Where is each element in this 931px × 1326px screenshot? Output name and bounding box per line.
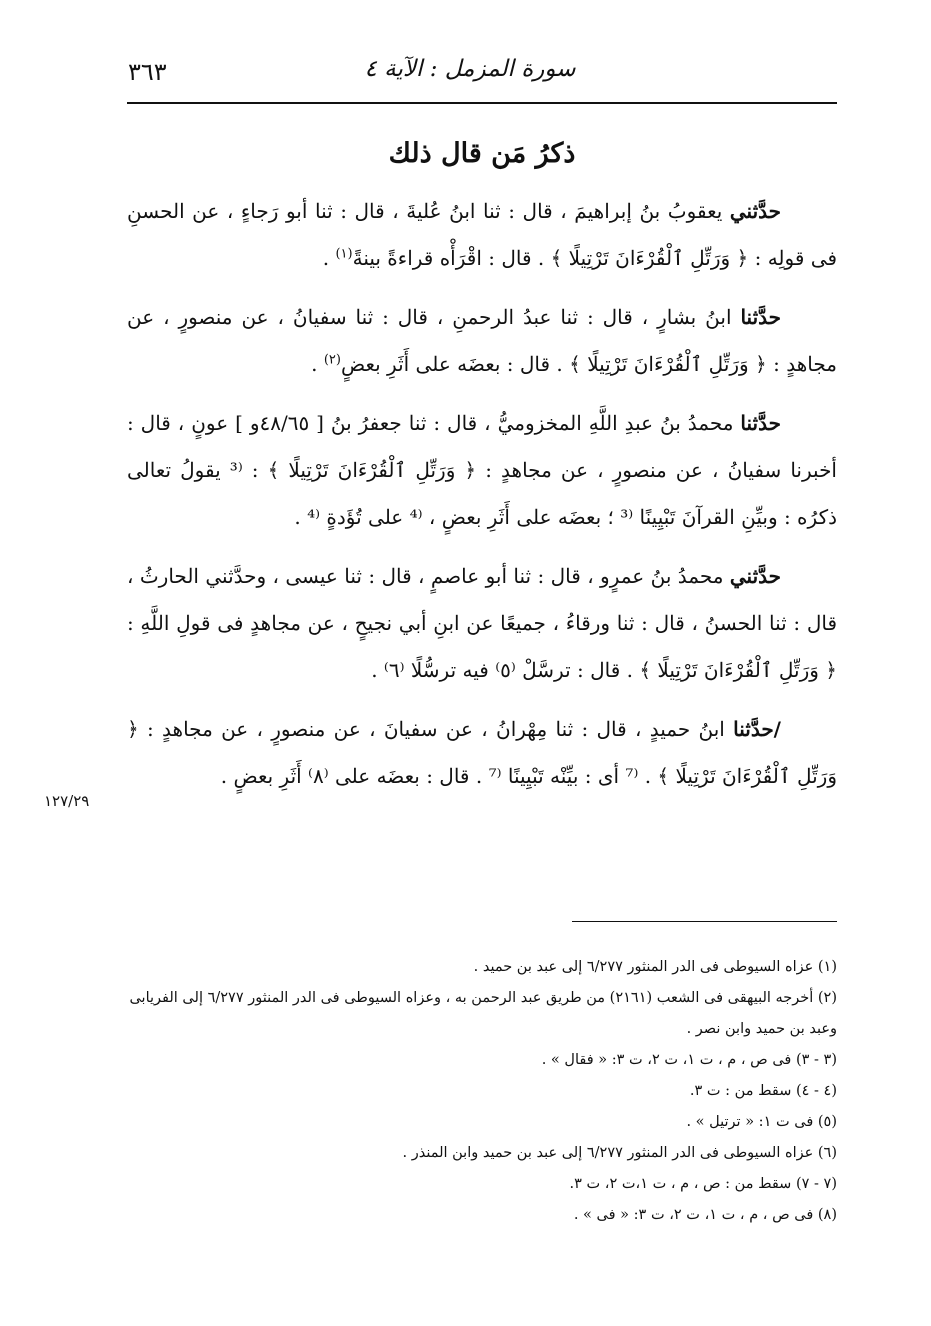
paragraph-lead: /حدَّثنا [733,717,781,741]
paragraph-text: يعقوبُ بنُ إبراهيمَ ، قال : ثنا ابنُ عُليةَ ، قال : ثنا أبو رَجاءٍ ، عن الحسنِ فى قولِه : ﴿ وَرَتِّلِ ٱلْقُرْءَانَ تَرْتِيلًا ﴾ . قال : اقْرَأْه قراءةً بينةً [127,199,837,270]
paragraph [127,706,837,800]
paragraph-text: ابنُ حميدٍ ، قال : ثنا مِهْرانُ ، عن سفيانَ ، عن منصورٍ ، عن مجاهدٍ : ﴿ وَرَتِّلِ ٱلْقُرْءَانَ تَرْتِيلًا ﴾ . ⁽⁷ أى : بيِّنْه تَبْيِينًا ⁽⁷ . قال : بعضَه على ⁽٨⁾ أَثَرِ بعضٍ [127,717,837,788]
footnote: (٧ - ٧) سقط من : ص ، م ، ت ١،ت ٢، ت ٣. [569,1176,837,1192]
footnote: (٤ - ٤) سقط من : ت ٣. [689,1083,837,1099]
paragraph [127,553,837,694]
margin-reference: ١٢٧/٢٩ [44,792,90,810]
paragraph [127,294,837,388]
footnote-ref: (٢) [323,352,341,368]
running-title: سورة المزمل : الآية ٤ [364,56,576,82]
paragraph-tail: . [311,352,324,376]
paragraph [127,400,837,541]
footnote: (٦) عزاه السيوطى فى الدر المنثور ٦/٢٧٧ إلى عبد بن حميد وابن المنذر . [402,1145,837,1161]
paragraph-text: محمدُ بنُ عبدِ اللَّهِ المخزوميُّ ، قال : ثنا جعفرُ بنُ [ ٤٨/٦٥و ] عونٍ ، قال : أخبرنا سفيانُ ، عن منصورٍ ، عن مجاهدٍ : ﴿ وَرَتِّلِ ٱلْقُرْءَانَ تَرْتِيلًا ﴾ : ⁽³ يقولُ تعالى ذكرُه : وبيِّنِ القرآنَ تَبْيِينًا ⁽³ ؛ بعضَه على أَثَرِ بعضٍ ، ⁽⁴ على تُؤَدةٍ ⁽⁴ [127,411,837,529]
paragraph-tail: . [322,246,336,270]
paragraph-text: محمدُ بنُ عمرٍو ، قال : ثنا أبو عاصمٍ ، قال : ثنا عيسى ، وحدَّثني الحارثُ ، قال : ثنا الحسنُ ، قال : ثنا ورقاءُ ، جميعًا عن ابنِ أبي نجيحٍ ، عن مجاهدٍ فى قولِ اللَّهِ : ﴿ وَرَتِّلِ ٱلْقُرْءَانَ تَرْتِيلًا ﴾ . قال : ترسَّلْ ⁽٥⁾ فيه ترسُّلًا ⁽٦⁾ [127,564,837,682]
footnote-rule [572,921,837,922]
footnote: (٥) فى ت ١: « ترتيل » . [686,1114,837,1130]
header-rule [127,102,837,104]
body-text [127,188,837,812]
paragraph-lead: حدَّثنا [740,411,781,435]
footnote-ref: (١) [335,246,353,262]
paragraph-tail: . [294,505,308,529]
footnote: (٣ - ٣) فى ص ، م ، ت ١، ت ٢، ت ٣: « فقال » . [541,1052,837,1068]
footnote: (١) عزاه السيوطى فى الدر المنثور ٦/٢٧٧ إلى عبد بن حميد . [473,959,837,975]
paragraph-lead: حدَّثنا [740,305,781,329]
footnote: (٨) فى ص ، م ، ت ١، ت ٢، ت ٣: « فى » . [573,1207,837,1223]
paragraph-text: ابنُ بشارٍ ، قال : ثنا عبدُ الرحمنِ ، قال : ثنا سفيانُ ، عن منصورٍ ، عن مجاهدٍ : ﴿ وَرَتِّلِ ٱلْقُرْءَانَ تَرْتِيلًا ﴾ . قال : بعضَه على أَثَرِ بعضٍ [127,305,837,376]
paragraph-tail: . [371,658,384,682]
paragraph-lead: حدَّثني [729,199,781,223]
paragraph [127,188,837,282]
page-number: ٣٦٣ [128,58,167,86]
footnotes [127,952,837,1231]
footnote: (٢) أخرجه البيهقى فى الشعب (٢١٦١) من طريق عبد الرحمن به ، وعزاه السيوطى فى الدر المنثور ٦/٢٧٧ إلى الفريابى وعبد بن حميد وابن نصر . [129,990,837,1037]
section-title: ذكرُ مَن قال ذلك [388,138,576,169]
paragraph-tail: . [220,764,234,788]
paragraph-lead: حدَّثني [729,564,781,588]
